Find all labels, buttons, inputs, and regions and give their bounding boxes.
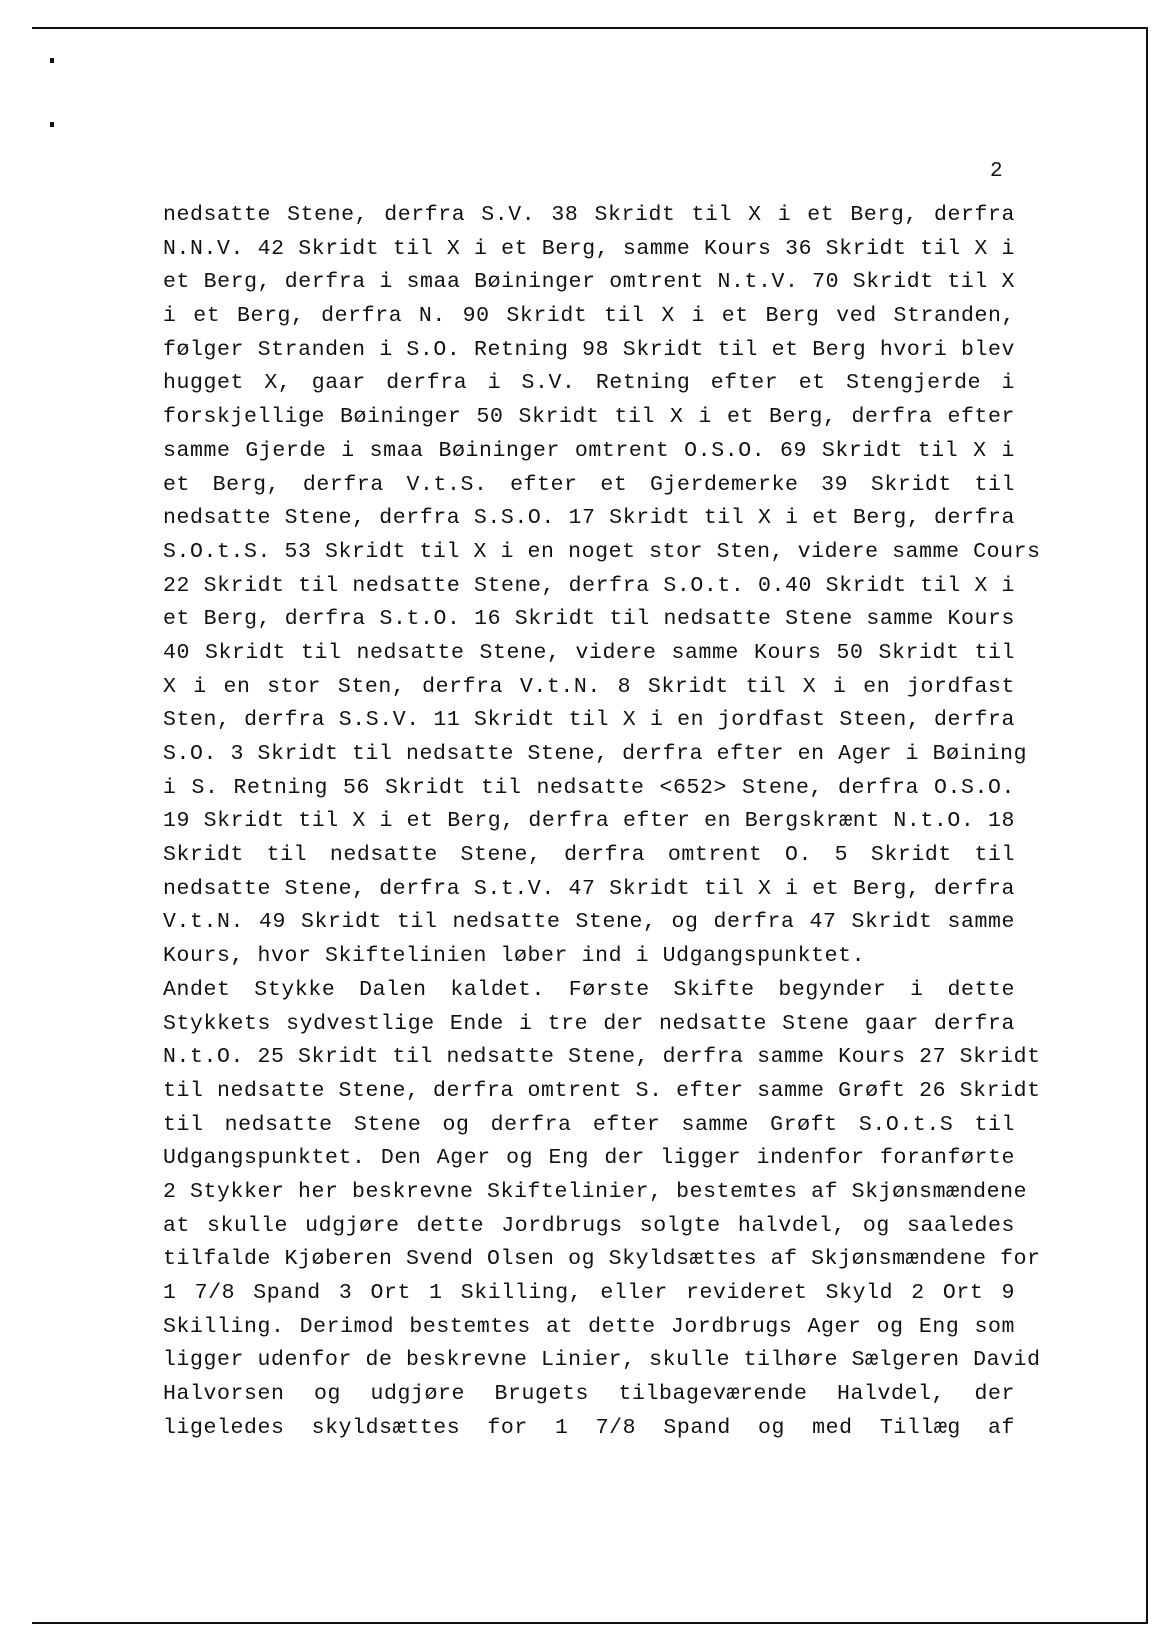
text-line: Kours, hvor Skiftelinien løber ind i Udgangspunktet.	[163, 944, 866, 969]
text-line: Udgangspunktet. Den Ager og Eng der ligger indenfor foranførte	[163, 1146, 1015, 1171]
text-line: et Berg, derfra V.t.S. efter et Gjerdemerke 39 Skridt til	[163, 472, 1015, 497]
text-line: at skulle udgjøre dette Jordbrugs solgte halvdel, og saaledes	[163, 1213, 1015, 1238]
text-line: følger Stranden i S.O. Retning 98 Skridt til et Berg hvori blev	[163, 337, 1015, 362]
text-line: 40 Skridt til nedsatte Stene, videre samme Kours 50 Skridt til	[163, 640, 1015, 665]
text-line: et Berg, derfra i smaa Bøininger omtrent N.t.V. 70 Skridt til X	[163, 270, 1015, 295]
text-line: nedsatte Stene, derfra S.V. 38 Skridt til X i et Berg, derfra	[163, 203, 1015, 227]
text-line: S.O.t.S. 53 Skridt til X i en noget stor Sten, videre samme Cours	[163, 539, 1041, 564]
text-line: X i en stor Sten, derfra V.t.N. 8 Skridt til X i en jordfast	[163, 674, 1015, 699]
text-line: et Berg, derfra S.t.O. 16 Skridt til nedsatte Stene samme Kours	[163, 607, 1015, 632]
text-line: 19 Skridt til X i et Berg, derfra efter en Bergskrænt N.t.O. 18	[163, 809, 1015, 834]
text-line: nedsatte Stene, derfra S.S.O. 17 Skridt til X i et Berg, derfra	[163, 506, 1015, 531]
text-line: til nedsatte Stene, derfra omtrent S. efter samme Grøft 26 Skridt	[163, 1078, 1041, 1103]
text-line: tilfalde Kjøberen Svend Olsen og Skyldsættes af Skjønsmændene for	[163, 1247, 1041, 1272]
text-line: ligger udenfor de beskrevne Linier, skulle tilhøre Sælgeren David	[163, 1348, 1041, 1373]
text-line: i et Berg, derfra N. 90 Skridt til X i et Berg ved Stranden,	[163, 304, 1015, 329]
page-number: 2	[990, 160, 1003, 183]
text-line: Halvorsen og udgjøre Brugets tilbageværende Halvdel, der	[163, 1382, 1015, 1407]
text-line: N.N.V. 42 Skridt til X i et Berg, samme Kours 36 Skridt til X i	[163, 236, 1015, 261]
text-line: til nedsatte Stene og derfra efter samme Grøft S.O.t.S til	[163, 1112, 1015, 1137]
text-line: hugget X, gaar derfra i S.V. Retning efter et Stengjerde i	[163, 371, 1015, 396]
text-line: 2 Stykker her beskrevne Skiftelinier, bestemtes af Skjønsmændene	[163, 1179, 1028, 1204]
text-line: nedsatte Stene, derfra S.t.V. 47 Skridt til X i et Berg, derfra	[163, 876, 1015, 901]
scan-mark	[50, 58, 54, 63]
text-line: N.t.O. 25 Skridt til nedsatte Stene, derfra samme Kours 27 Skridt	[163, 1045, 1041, 1070]
document-body	[163, 199, 1041, 1445]
text-line: S.O. 3 Skridt til nedsatte Stene, derfra efter en Ager i Bøining	[163, 742, 1028, 766]
text-line: Stykkets sydvestlige Ende i tre der nedsatte Stene gaar derfra	[163, 1011, 1015, 1036]
scan-mark	[50, 122, 54, 127]
text-line: 22 Skridt til nedsatte Stene, derfra S.O.t. 0.40 Skridt til X i	[163, 573, 1015, 598]
text-line: Skilling. Derimod bestemtes at dette Jordbrugs Ager og Eng som	[163, 1314, 1015, 1339]
text-line: samme Gjerde i smaa Bøininger omtrent O.S.O. 69 Skridt til X i	[163, 438, 1015, 463]
text-line: 1 7/8 Spand 3 Ort 1 Skilling, eller revideret Skyld 2 Ort 9	[163, 1281, 1015, 1305]
text-line: Skridt til nedsatte Stene, derfra omtrent O. 5 Skridt til	[163, 843, 1015, 868]
text-line: Andet Stykke Dalen kaldet. Første Skifte begynder i dette	[163, 977, 1015, 1002]
text-line: Sten, derfra S.S.V. 11 Skridt til X i en jordfast Steen, derfra	[163, 708, 1015, 733]
text-line: i S. Retning 56 Skridt til nedsatte <652> Stene, derfra O.S.O.	[163, 775, 1015, 800]
text-line: ligeledes skyldsættes for 1 7/8 Spand og med Tillæg af	[163, 1415, 1015, 1440]
text-line: V.t.N. 49 Skridt til nedsatte Stene, og derfra 47 Skridt samme	[163, 910, 1015, 935]
text-line: forskjellige Bøininger 50 Skridt til X i et Berg, derfra efter	[163, 405, 1015, 430]
